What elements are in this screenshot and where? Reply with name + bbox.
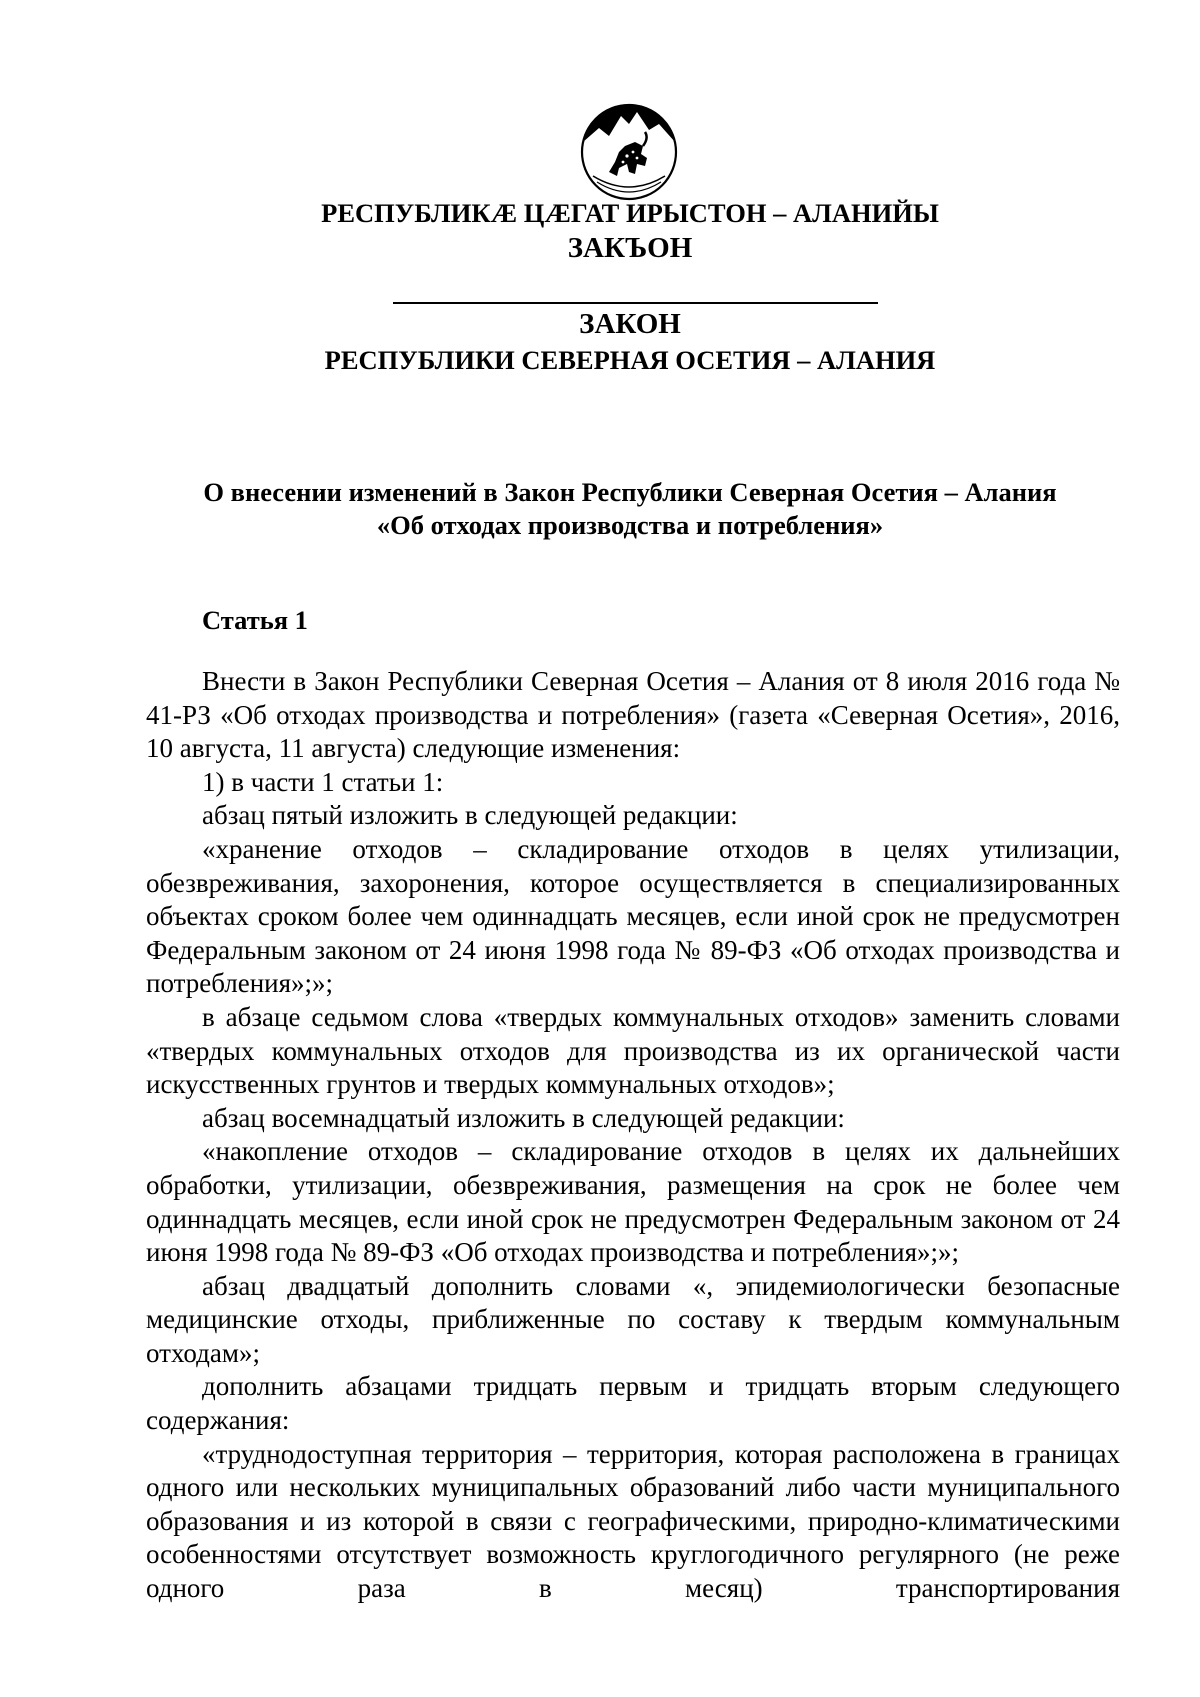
article-body <box>146 665 1120 1606</box>
paragraph: «труднодоступная территория – территория, которая расположена в границах одного или нескольких муниципальных образований либо части муниципального образования и из которой в связи с географическими, природно-климатическими особенностями отсутствует возможность круглогодичного регулярного (не реже одного раза в месяц) транспортирования <box>146 1438 1120 1604</box>
document-title-line-1: О внесении изменений в Закон Республики Северная Осетия – Алания <box>203 477 1057 507</box>
header-divider <box>393 302 878 304</box>
paragraph: в абзаце седьмом слова «твердых коммунальных отходов» заменить словами «твердых коммунальных отходов для производства из их органической части искусственных грунтов и твердых коммунальных отходов»; <box>146 1001 1120 1100</box>
paragraph: «хранение отходов – складирование отходов в целях утилизации, обезвреживания, захоронения, которое осуществляется в специализированных объектах сроком более чем одиннадцать месяцев, если иной срок не предусмотрен Федеральным законом от 24 июня 1998 года № 89-ФЗ «Об отходах производства и потребления»;»; <box>146 833 1120 999</box>
header-republic-ossetian: РЕСПУБЛИКÆ ЦÆГАТ ИРЫСТОН – АЛАНИЙЫ <box>321 198 939 228</box>
header-law-russian: ЗАКОН <box>579 308 681 340</box>
header-law-ossetian: ЗАКЪОН <box>567 232 693 264</box>
paragraph: абзац двадцатый дополнить словами «, эпидемиологически безопасные медицинские отходы, приближенные по составу к твердым коммунальным отходам»; <box>146 1270 1120 1368</box>
paragraph: дополнить абзацами тридцать первым и тридцать вторым следующего содержания: <box>146 1371 1120 1436</box>
paragraph: Внести в Закон Республики Северная Осетия – Алания от 8 июля 2016 года № 41-РЗ «Об отходах производства и потребления» (газета «Северная Осетия», 2016, 10 августа, 11 августа) следующие изменения: <box>146 666 1120 764</box>
header-republic-russian: РЕСПУБЛИКИ СЕВЕРНАЯ ОСЕТИЯ – АЛАНИЯ <box>324 345 936 375</box>
paragraph: «накопление отходов – складирование отходов в целях их дальнейших обработки, утилизации, обезвреживания, размещения на срок не более чем одиннадцать месяцев, если иной срок не предусмотрен Федеральным законом от 24 июня 1998 года № 89-ФЗ «Об отходах производства и потребления»;»; <box>146 1136 1120 1268</box>
paragraph: абзац восемнадцатый изложить в следующей редакции: <box>202 1102 845 1133</box>
article-heading: Статья 1 <box>202 605 308 635</box>
coat-of-arms-icon <box>579 102 679 202</box>
paragraph: 1) в части 1 статьи 1: <box>202 766 444 797</box>
paragraph: абзац пятый изложить в следующей редакции: <box>202 800 738 831</box>
document-title-line-2: «Об отходах производства и потребления» <box>376 510 884 540</box>
